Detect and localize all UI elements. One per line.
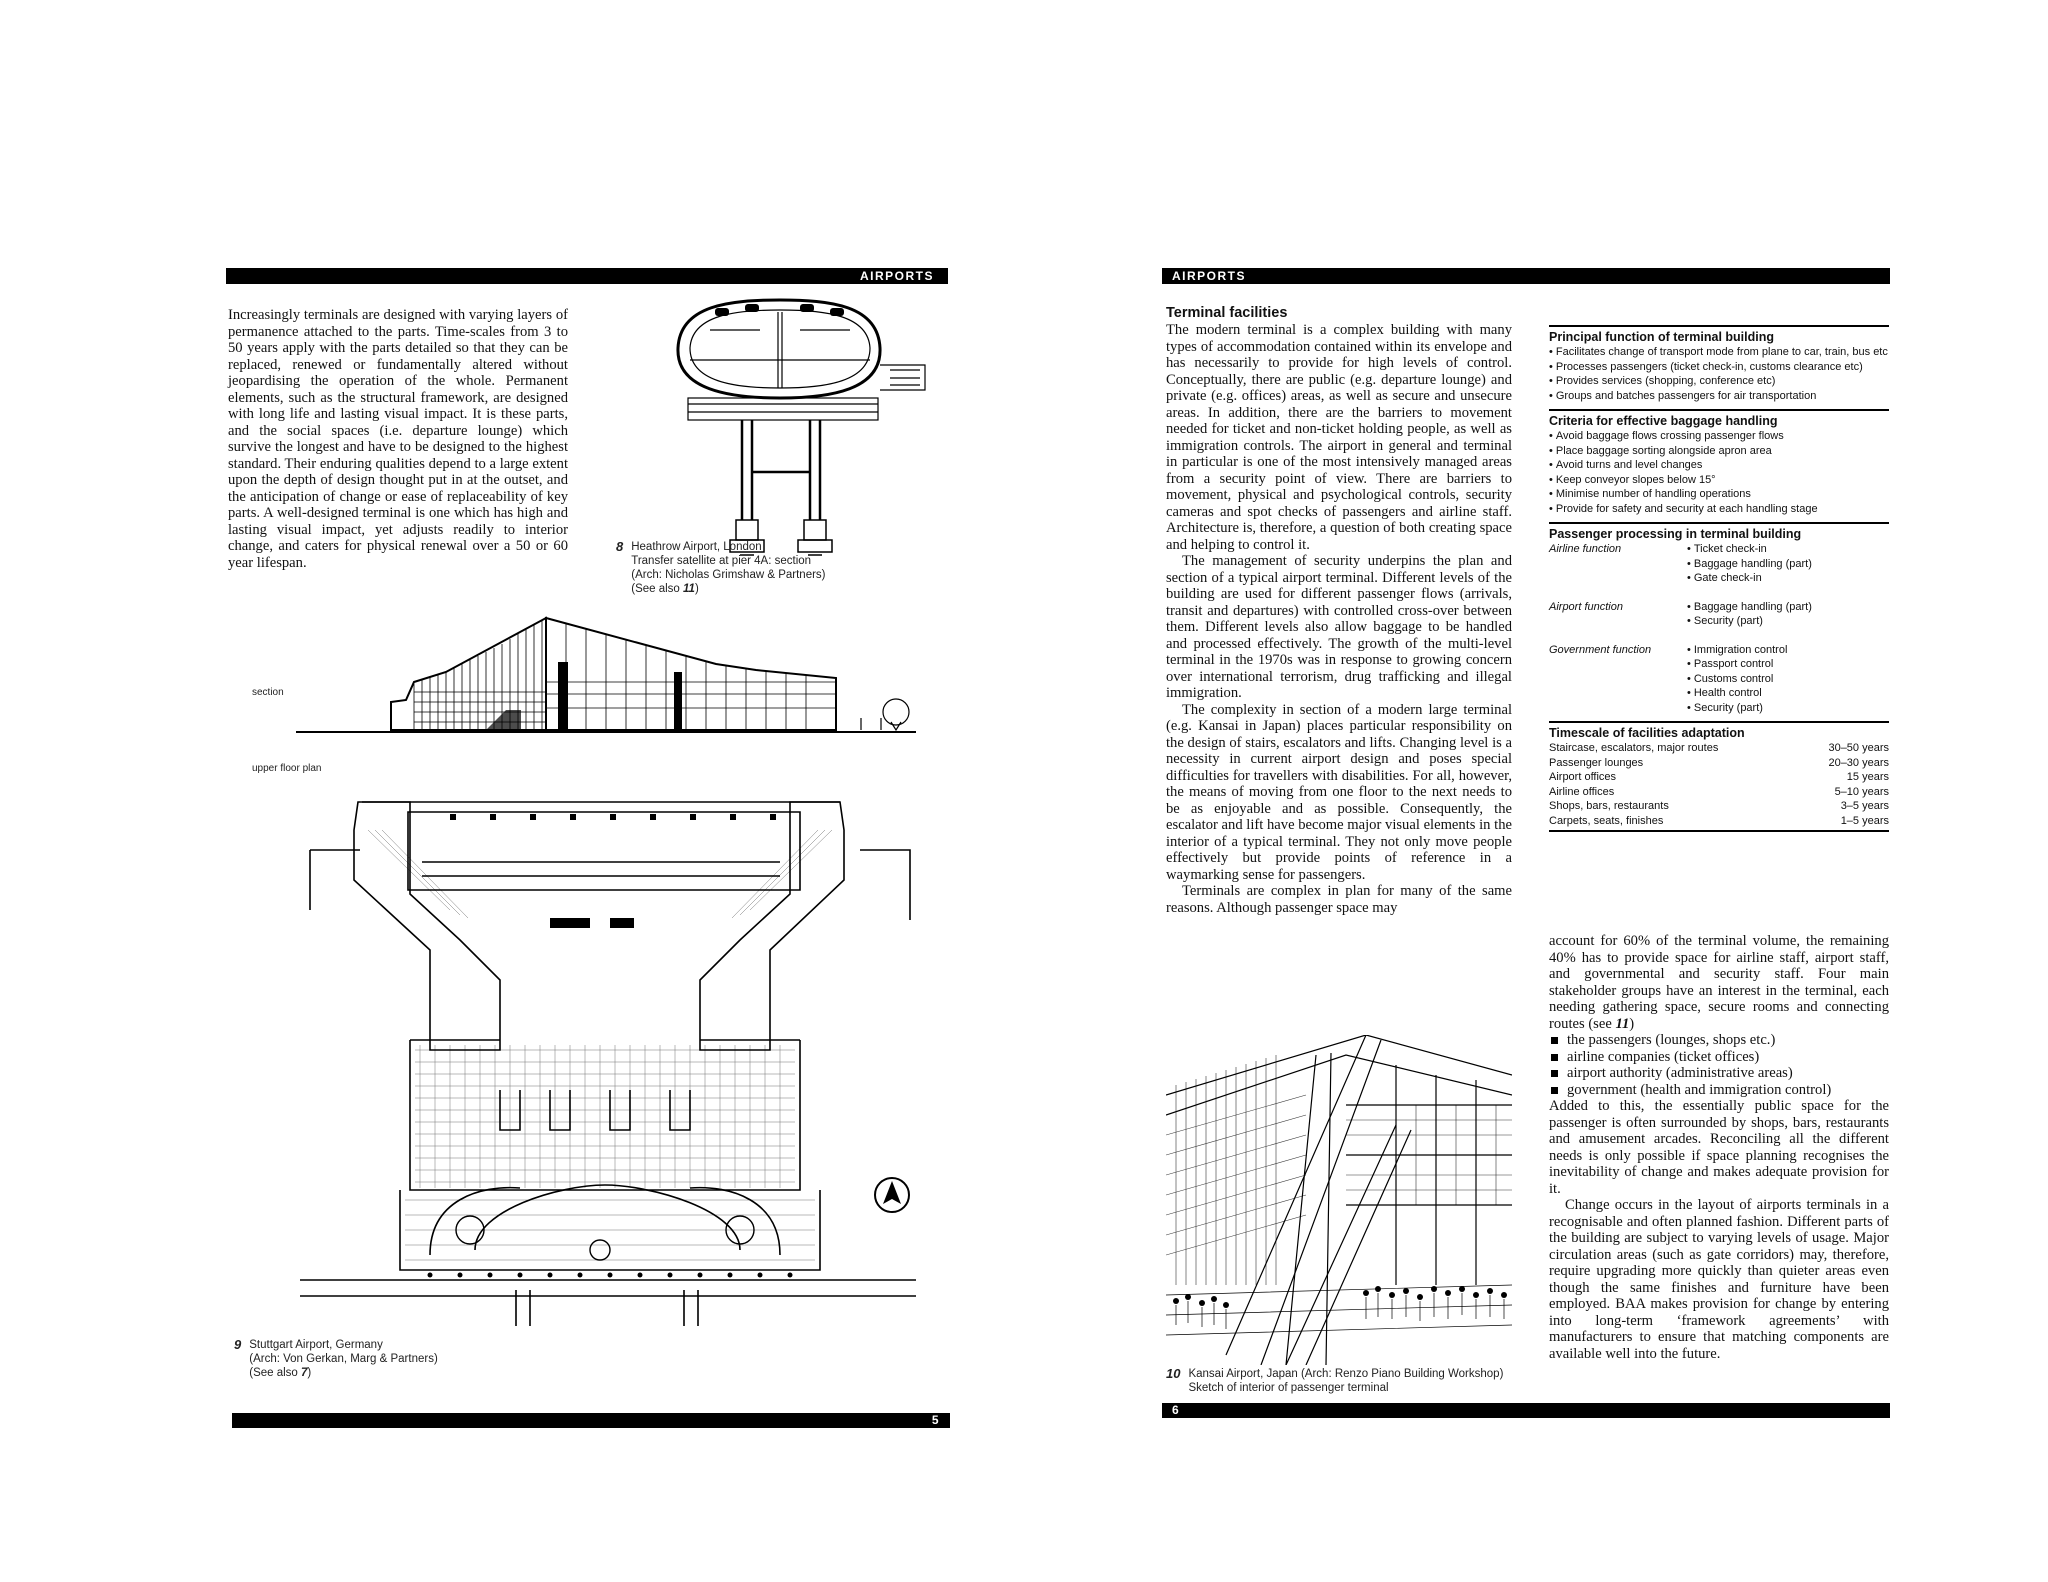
figure-8-caption <box>616 540 866 596</box>
paragraph-change: Change occurs in the layout of airports terminals in a recognisable and often planned fashion. Different parts of the building are subject to varying levels of usage. Major circulation areas (such as gate corridors) may, therefore, require upgrading more quickly than quieter areas even though the same finishes and furniture have been employed. BAA makes provision for change by entering into long-term ‘framework agreements’ with manufacturers to ensure that matching components are available well into the future. <box>1549 1197 1889 1362</box>
left-paragraph: Increasingly terminals are designed with varying layers of permanence attached to the parts. Time-scales from 3 to 50 years apply with the parts detailed so that they can be replaced, renewed or fundamentally altered without jeopardising the operation of the whole. Permanent elements, such as the structural framework, are designed with long life and lasting visual impact. It is these parts, and the social spaces (i.e. departure lounge) which survive the longest and have to be designed to the highest standard. Their enduring qualities depend to a large extent upon the depth of design thought put in at the outset, and the anticipation of change or ease of replaceability of key parts. A well-designed terminal is one which has high and lasting visual impact, yet adjusts readily to interior change, and caters for physical renewal over a 50 or 60 year lifespan. <box>228 307 568 571</box>
paragraph-2: The management of security underpins the plan and section of a typical airport terminal. Different levels of the building are used for different passenger flows (arrivals, transit and departures) with controlled cross-over between them. Different levels also allow baggage to be handled and processed effectively. The growth of the multi-level terminal in the 1970s was in response to growing concern over international terrorism, drug trafficking and illegal immigration. <box>1166 553 1512 701</box>
sidebar-boxes <box>1549 325 1889 838</box>
baggage-handling-title: Criteria for effective baggage handling <box>1549 414 1778 428</box>
timescale-row: Staircase, escalators, major routes 30–50 years <box>1549 742 1889 754</box>
principal-function-box <box>1549 325 1889 403</box>
list-item: • Keep conveyor slopes below 15° <box>1549 473 1889 488</box>
processing-row <box>1549 600 1889 629</box>
paragraph-4: Terminals are complex in plan for many of the same reasons. Although passenger space may <box>1166 883 1512 916</box>
right-header-bar <box>1162 268 1890 284</box>
figure-10-caption <box>1166 1367 1516 1395</box>
figure-8-line: Heathrow Airport, London <box>631 541 762 553</box>
right-header-label: AIRPORTS <box>1172 269 1247 283</box>
paragraph-3: The complexity in section of a modern large terminal (e.g. Kansai in Japan) places particular responsibility on the design of stairs, escalators and lifts. Changing level is a necessity in current airport design and poses special difficulties for travellers with disabilities. For all, however, the means of moving from one floor to the next needs to be as enjoyable and as possible. Consequently, the escalator and lift have become major visual elements in the interior of a typical terminal. They not only move people effectively but provide points of reference in a waymarking sense for passengers. <box>1166 701 1512 883</box>
figure-9-see-also: (See also 7) <box>249 1367 312 1379</box>
figure-9-line: (Arch: Von Gerkan, Marg & Partners) <box>249 1353 438 1365</box>
list-item: • Minimise number of handling operations <box>1549 487 1889 502</box>
list-item: • Security (part) <box>1687 614 1889 629</box>
page-number-5: 5 <box>931 1413 940 1427</box>
baggage-handling-box <box>1549 409 1889 516</box>
left-header-label: AIRPORTS <box>859 269 934 283</box>
list-item: airport authority (administrative areas) <box>1549 1065 1889 1082</box>
figure-10-line: Kansai Airport, Japan (Arch: Renzo Piano Building Workshop) <box>1188 1368 1504 1380</box>
figure-9-line: Stuttgart Airport, Germany <box>249 1339 383 1351</box>
list-item: • Place baggage sorting alongside apron area <box>1549 444 1889 459</box>
list-item: • Passport control <box>1687 657 1889 672</box>
list-item: • Baggage handling (part) <box>1687 557 1889 572</box>
north-arrow-icon <box>875 1178 909 1212</box>
section-title: Terminal facilities <box>1166 305 1288 321</box>
list-item: • Provide for safety and security at each handling stage <box>1549 502 1889 517</box>
left-body-text <box>228 307 568 571</box>
list-item: • Processes passengers (ticket check-in, customs clearance etc) <box>1549 360 1889 375</box>
paragraph-1: The modern terminal is a complex building with many types of accommodation contained within its envelope and has necessarily to provide for high levels of control. Conceptually, there are public (e.g. departure lounge) and private (e.g. offices) areas, as well as secure and unsecure areas. In addition, there are the barriers to movement needed for ticket and non-ticket holding people, as well as immigration controls. The airport in general and terminal in particular is one of the most intensively managed areas from a security point of view. There are barriers to movement, physical and psychological controls, security cameras and spot checks of passengers and airline staff. Architecture is, therefore, a question of both creating space and helping to control it. <box>1166 322 1512 553</box>
figure-8-see-also: (See also 11) <box>631 583 699 595</box>
list-item: • Customs control <box>1687 672 1889 687</box>
list-item: airline companies (ticket offices) <box>1549 1049 1889 1066</box>
kansai-interior-sketch <box>1166 1035 1512 1365</box>
timescale-title: Timescale of facilities adaptation <box>1549 726 1745 740</box>
list-item: • Health control <box>1687 686 1889 701</box>
timescale-row: Carpets, seats, finishes 1–5 years <box>1549 814 1889 827</box>
page-number-6: 6 <box>1172 1403 1181 1417</box>
list-item: • Ticket check-in <box>1687 542 1889 557</box>
left-header-bar <box>226 268 948 284</box>
heathrow-section-drawing <box>660 290 930 565</box>
list-item: • Baggage handling (part) <box>1687 600 1889 615</box>
upper-floor-plan-label: upper floor plan <box>252 763 322 774</box>
processing-label: Airline function <box>1549 543 1622 555</box>
figure-8-number: 8 <box>616 539 624 554</box>
stuttgart-upper-floor-plan <box>300 790 916 1328</box>
stakeholders-intro: account for 60% of the terminal volume, the remaining 40% has to provide space for airline staff, airport staff, and governmental and security staff. Four main stakeholder groups have an interest in the terminal, each needing gathering space, secure rooms and connecting routes (see 11) <box>1549 933 1889 1032</box>
list-item: • Security (part) <box>1687 701 1889 716</box>
processing-label: Airport function <box>1549 600 1623 613</box>
timescale-box <box>1549 721 1889 832</box>
figure-8-line: (Arch: Nicholas Grimshaw & Partners) <box>631 569 826 581</box>
list-item: • Avoid turns and level changes <box>1549 458 1889 473</box>
stakeholder-list <box>1549 1032 1889 1098</box>
passenger-processing-title: Passenger processing in terminal building <box>1549 527 1802 541</box>
list-item: • Provides services (shopping, conference etc) <box>1549 374 1889 389</box>
figure-8-line: Transfer satellite at pier 4A: section <box>631 555 812 567</box>
right-column-2-text <box>1549 933 1889 1362</box>
figure-10-line: Sketch of interior of passenger terminal <box>1188 1382 1389 1394</box>
left-footer-bar <box>232 1413 950 1428</box>
list-item: government (health and immigration control) <box>1549 1082 1889 1099</box>
figure-10-number: 10 <box>1166 1366 1181 1381</box>
right-footer-bar <box>1162 1403 1890 1418</box>
list-item: • Gate check-in <box>1687 571 1889 586</box>
stuttgart-section-drawing <box>296 612 916 738</box>
list-item: • Groups and batches passengers for air transportation <box>1549 389 1889 404</box>
timescale-row: Shops, bars, restaurants 3–5 years <box>1549 800 1889 812</box>
paragraph-reconciling: Added to this, the essentially public space for the passenger is often surrounded by shops, bars, restaurants and amusement arcades. Reconciling all the different needs is only possible if space planning recognises the inevitability of change and makes adequate provision for it. <box>1549 1098 1889 1197</box>
figure-9-number: 9 <box>234 1337 242 1352</box>
figure-9-caption <box>234 1338 534 1380</box>
processing-row <box>1549 542 1889 586</box>
list-item: • Facilitates change of transport mode from plane to car, train, bus etc <box>1549 345 1889 360</box>
list-item: • Avoid baggage flows crossing passenger flows <box>1549 429 1889 444</box>
passenger-processing-box <box>1549 522 1889 715</box>
processing-label: Government function <box>1549 643 1652 656</box>
processing-row <box>1549 643 1889 716</box>
list-item: the passengers (lounges, shops etc.) <box>1549 1032 1889 1049</box>
timescale-row: Airline offices 5–10 years <box>1549 785 1889 798</box>
section-label: section <box>252 687 284 698</box>
timescale-row: Passenger lounges 20–30 years <box>1549 756 1889 769</box>
timescale-row: Airport offices 15 years <box>1549 771 1889 783</box>
right-column-1-text <box>1166 322 1512 916</box>
list-item: • Immigration control <box>1687 643 1889 658</box>
principal-function-title: Principal function of terminal building <box>1549 330 1774 344</box>
